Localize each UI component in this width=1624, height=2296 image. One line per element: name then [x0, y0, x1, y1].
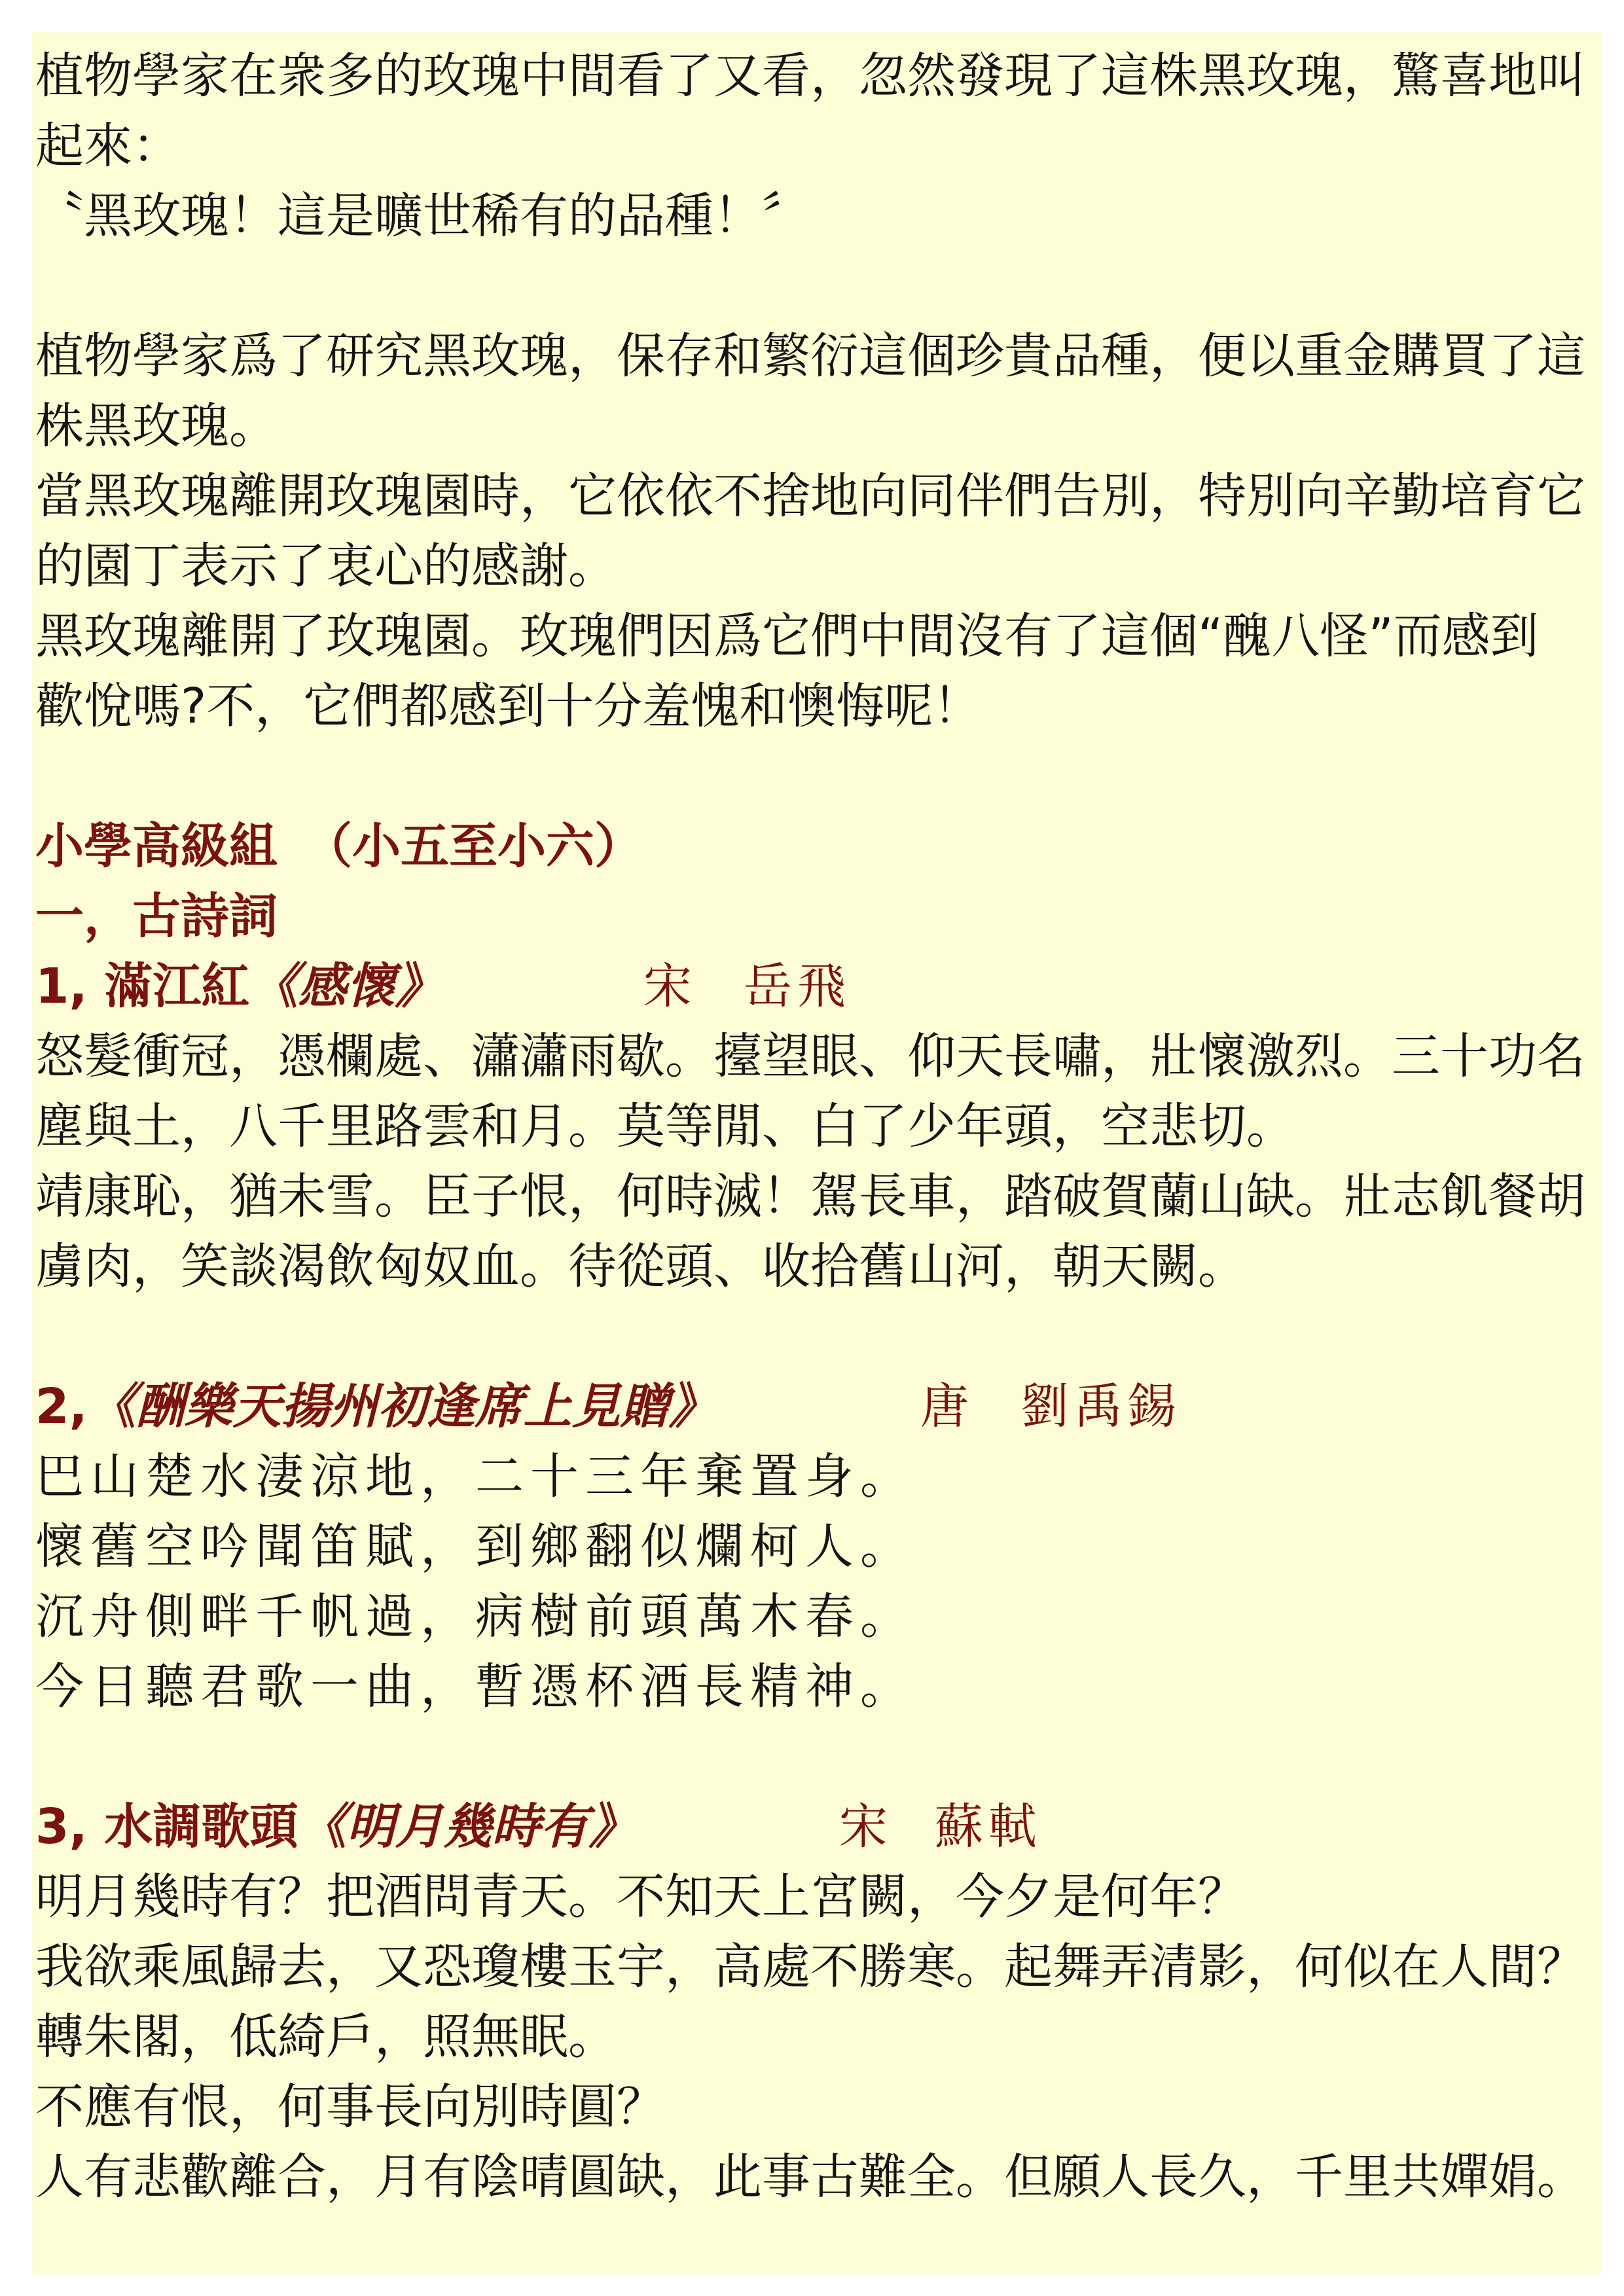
poem-line: 今日聽君歌一曲，暫憑杯酒長精神。 [35, 1659, 915, 1715]
story-line: 歡悅嗎?不，它們都感到十分羞愧和懊悔呢！ [35, 678, 982, 734]
blank-line [32, 251, 1602, 321]
blank-line [32, 1722, 1602, 1792]
poem-heading [32, 1792, 1602, 1862]
story-line: 植物學家在衆多的玫瑰中間看了又看，忽然發現了這株黑玫瑰，驚喜地叫 [35, 48, 1585, 104]
story-line: 的園丁表示了衷心的感謝。 [35, 538, 617, 594]
poem-line: 轉朱閣，低綺戶，照無眠。 [35, 2009, 617, 2065]
story-line: 起來： [35, 118, 181, 174]
poem-line: 靖康恥，猶未雪。臣子恨，何時滅！駕長車，踏破賀蘭山缺。壯志飢餐胡 [35, 1168, 1585, 1225]
poem-title-prefix: 3, 水調歌頭 [35, 1799, 298, 1855]
poem-dynasty: 宋 [643, 958, 692, 1014]
document-page [32, 32, 1602, 2274]
story-line: 株黑玫瑰。 [35, 398, 278, 454]
poem-line: 虜肉，笑談渴飲匈奴血。待從頭、收拾舊山河，朝天闕。 [35, 1238, 1246, 1295]
poem-heading [32, 1372, 1602, 1442]
blank-line [32, 1302, 1602, 1372]
poem-author: 岳飛 [744, 958, 851, 1014]
poem-line: 懷舊空吟聞笛賦，到鄉翻似爛柯人。 [35, 1518, 915, 1575]
poem-line: 沉舟側畔千帆過，病樹前頭萬木春。 [35, 1588, 915, 1645]
blank-line [32, 742, 1602, 812]
story-line: 黑玫瑰離開了玫瑰園。玫瑰們因爲它們中間沒有了這個“醜八怪”而感到 [35, 608, 1539, 664]
poem-dynasty: 唐 [920, 1378, 969, 1435]
poem-work-title: 《明月幾時有》 [298, 1799, 638, 1855]
poem-author: 劉禹錫 [1020, 1378, 1182, 1435]
poem-line: 巴山楚水淒涼地，二十三年棄置身。 [35, 1448, 915, 1505]
poem-heading [32, 952, 1602, 1022]
poem-line: 塵與土，八千里路雲和月。莫等閒、白了少年頭，空悲切。 [35, 1098, 1295, 1155]
poem-line: 明月幾時有？把酒問青天。不知天上宮闕，今夕是何年？ [35, 1869, 1246, 1925]
story-line: 植物學家爲了研究黑玫瑰，保存和繁衍這個珍貴品種，便以重金購買了這 [35, 328, 1585, 384]
poem-line: 怒髮衝冠，憑欄處、瀟瀟雨歇。擡望眼、仰天長嘯，壯懷激烈。三十功名 [35, 1028, 1585, 1085]
poem-work-title: 《感懷》 [249, 958, 444, 1014]
story-line: 〝黑玫瑰！這是曠世稀有的品種！〞 [35, 188, 810, 244]
poem-author: 蘇軾 [935, 1799, 1042, 1855]
story-line: 當黑玫瑰離開玫瑰園時，它依依不捨地向同伴們告別，特別向辛勤培育它 [35, 468, 1585, 524]
section-heading [32, 812, 1602, 882]
poem-line: 不應有恨，何事長向別時圓？ [35, 2079, 665, 2135]
section-title: 小學高級組 [35, 818, 278, 874]
poem-title-prefix: 2, [35, 1378, 88, 1435]
poem-title-prefix: 1, 滿江紅 [35, 958, 250, 1014]
poem-dynasty: 宋 [839, 1799, 888, 1855]
poem-line: 人有悲歡離合，月有陰晴圓缺，此事古難全。但願人長久，千里共嬋娟。 [35, 2149, 1585, 2205]
poem-work-title: 《酬樂天揚州初逢席上見贈》 [87, 1378, 717, 1435]
section-range: （小五至小六） [304, 818, 643, 874]
category-heading: 一，古詩詞 [35, 888, 278, 944]
poem-line: 我欲乘風歸去，又恐瓊樓玉宇，高處不勝寒。起舞弄清影，何似在人間？ [35, 1939, 1585, 1995]
